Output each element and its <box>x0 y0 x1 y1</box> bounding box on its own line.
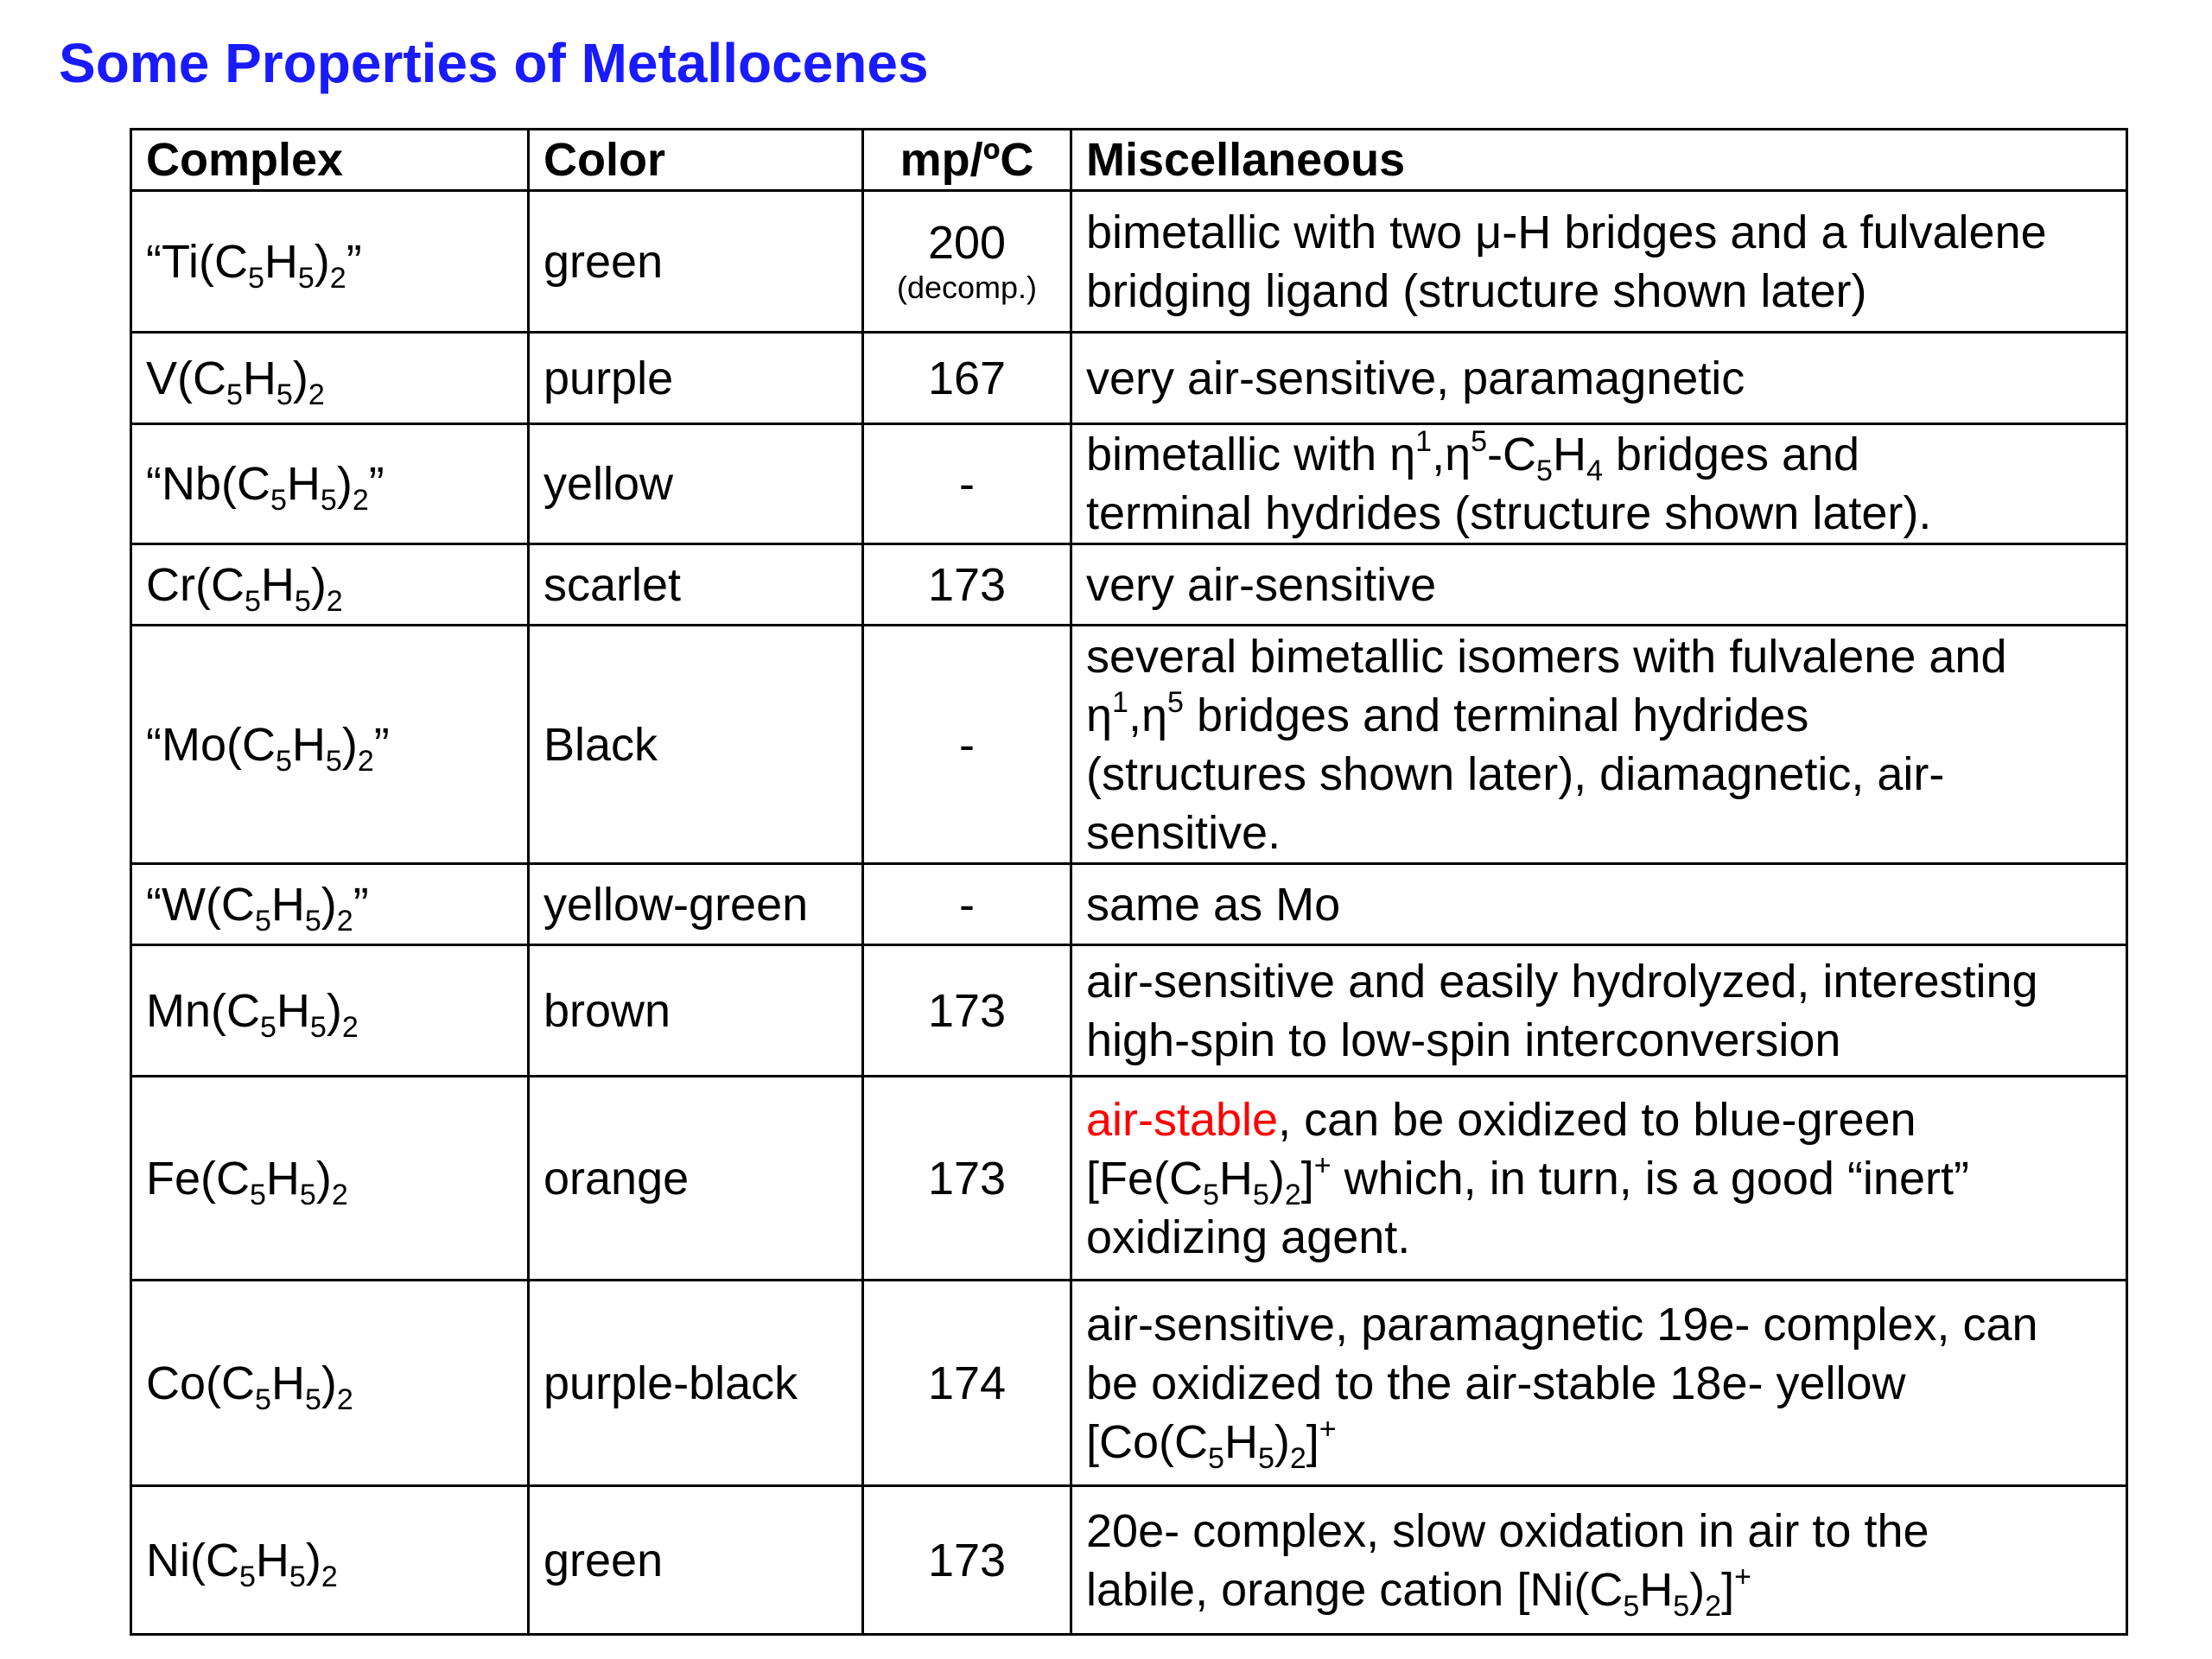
complex-cell: “$Ti(C_5H_5)_2$” <box>131 191 529 333</box>
table-header-row <box>131 130 2127 191</box>
misc-cell: very air-sensitive, paramagnetic <box>1071 333 2127 424</box>
table-row <box>131 333 2127 424</box>
mp-cell: - <box>863 626 1071 864</box>
header-misc: Miscellaneous <box>1071 130 2127 191</box>
color-cell: brown <box>529 945 863 1077</box>
mp-cell: 173 <box>863 1486 1071 1635</box>
table-row <box>131 864 2127 945</box>
misc-cell: bimetallic with $\eta^1,\eta^5-C_5H_4$ bridges and terminal hydrides (structure shown later). <box>1071 424 2127 544</box>
table-row <box>131 191 2127 333</box>
complex-cell: “$Mo(C_5H_5)_2$” <box>131 626 529 864</box>
table-row <box>131 945 2127 1077</box>
color-cell: purple-black <box>529 1281 863 1486</box>
table-row <box>131 626 2127 864</box>
color-cell: yellow-green <box>529 864 863 945</box>
complex-cell: $Co(C_5H_5)_2$ <box>131 1281 529 1486</box>
complex-cell: $Cr(C_5H_5)_2$ <box>131 544 529 626</box>
misc-cell: same as Mo <box>1071 864 2127 945</box>
misc-cell: several bimetallic isomers with fulvalene and $\eta^1,\eta^5$ bridges and terminal hydrides (structures shown later), diamagnetic, air- sensitive. <box>1071 626 2127 864</box>
mp-cell: 173 <box>863 945 1071 1077</box>
color-cell: purple <box>529 333 863 424</box>
color-cell: Black <box>529 626 863 864</box>
mp-cell: 173 <box>863 1077 1071 1281</box>
complex-cell: “$Nb(C_5H_5)_2$” <box>131 424 529 544</box>
table-row <box>131 544 2127 626</box>
table-row <box>131 424 2127 544</box>
complex-cell: $Fe(C_5H_5)_2$ <box>131 1077 529 1281</box>
color-cell: orange <box>529 1077 863 1281</box>
air-stable-highlight: air-stable <box>1086 1093 1279 1146</box>
color-cell: yellow <box>529 424 863 544</box>
mp-cell: 174 <box>863 1281 1071 1486</box>
complex-cell: $V(C_5H_5)_2$ <box>131 333 529 424</box>
mp-cell: 173 <box>863 544 1071 626</box>
misc-cell: air-sensitive, paramagnetic 19e- complex, can be oxidized to the air-stable 18e- yellow $[Co(C_5H_5)_2]^+$ <box>1071 1281 2127 1486</box>
color-cell: green <box>529 1486 863 1635</box>
misc-cell: very air-sensitive <box>1071 544 2127 626</box>
complex-cell: $Mn(C_5H_5)_2$ <box>131 945 529 1077</box>
header-color: Color <box>529 130 863 191</box>
metallocene-properties-table <box>130 128 2128 1636</box>
table-row <box>131 1486 2127 1635</box>
page-title: Some Properties of Metallocenes <box>59 32 929 94</box>
mp-cell: - <box>863 864 1071 945</box>
misc-cell: air-sensitive and easily hydrolyzed, interesting high-spin to low-spin interconversion <box>1071 945 2127 1077</box>
header-complex: Complex <box>131 130 529 191</box>
complex-cell: $Ni(C_5H_5)_2$ <box>131 1486 529 1635</box>
header-mp: mp/ºC <box>863 130 1071 191</box>
mp-cell: 167 <box>863 333 1071 424</box>
misc-cell: air-stable, can be oxidized to blue-green $[Fe(C_5H_5)_2]^+$ which, in turn, is a good “inert” oxidizing agent. <box>1071 1077 2127 1281</box>
mp-cell: - <box>863 424 1071 544</box>
misc-cell: 20e- complex, slow oxidation in air to the labile, orange cation $[Ni(C_5H_5)_2]^+$ <box>1071 1486 2127 1635</box>
color-cell: scarlet <box>529 544 863 626</box>
mp-note: (decomp.) <box>896 269 1038 305</box>
table-row <box>131 1281 2127 1486</box>
color-cell: green <box>529 191 863 333</box>
table-row <box>131 1077 2127 1281</box>
misc-cell: bimetallic with two μ-H bridges and a fulvalene bridging ligand (structure shown later) <box>1071 191 2127 333</box>
complex-cell: “$W(C_5H_5)_2$” <box>131 864 529 945</box>
mp-cell: 200 (decomp.) <box>863 191 1071 333</box>
